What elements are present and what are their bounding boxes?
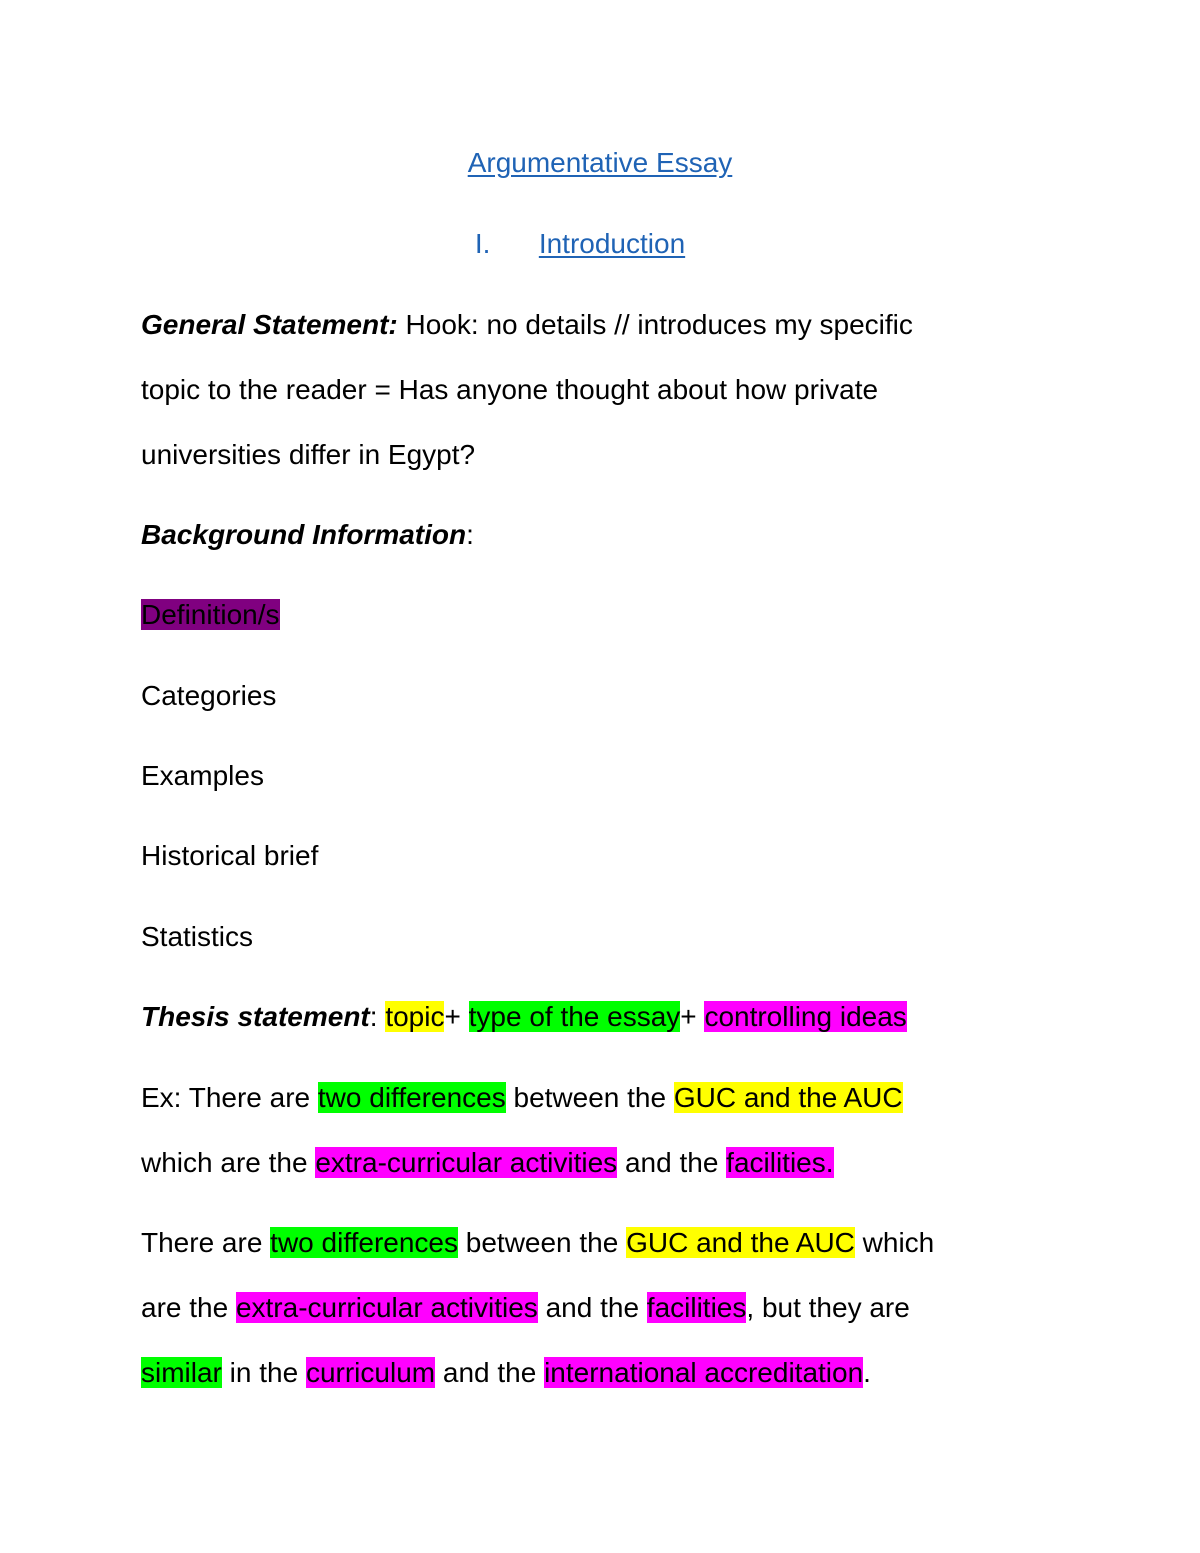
final-line-1	[141, 1225, 934, 1261]
background-item-examples	[141, 758, 264, 794]
categories-text: Categories	[141, 680, 277, 711]
final-line-3	[141, 1355, 871, 1391]
section-number: I.	[474, 228, 491, 259]
general-statement-text-2: topic to the reader = Has anyone thought about how private	[141, 374, 879, 405]
final-similar: similar	[141, 1357, 222, 1388]
final-in-the: in the	[221, 1357, 306, 1388]
thesis-topic-highlight: topic	[385, 1001, 445, 1032]
thesis-plus-1: +	[444, 1001, 469, 1032]
final-two-differences: two differences	[270, 1227, 458, 1258]
statistics-text: Statistics	[141, 921, 254, 952]
historical-text: Historical brief	[141, 840, 319, 871]
example-facilities: facilities.	[726, 1147, 834, 1178]
thesis-controlling-highlight: controlling ideas	[704, 1001, 907, 1032]
general-statement-line-1	[141, 307, 913, 343]
definitions-highlight: Definition/s	[141, 599, 280, 630]
thesis-label: Thesis statement	[141, 1001, 370, 1032]
final-and-the-2: and the	[435, 1357, 545, 1388]
background-item-definitions	[141, 597, 280, 633]
general-statement-line-3	[141, 437, 475, 473]
example-line2-start: which are the	[141, 1147, 316, 1178]
final-line-2	[141, 1290, 910, 1326]
example-between: between the	[505, 1082, 674, 1113]
background-colon: :	[466, 519, 474, 550]
thesis-statement-line	[141, 999, 907, 1035]
final-which: which	[854, 1227, 935, 1258]
section-title-link[interactable]: Introduction	[538, 228, 686, 259]
final-there-are: There are	[141, 1227, 271, 1258]
thesis-colon: :	[369, 1001, 386, 1032]
example-extra-curricular: extra-curricular activities	[315, 1147, 618, 1178]
general-statement-line-2	[141, 372, 878, 408]
final-but: , but they are	[746, 1292, 910, 1323]
document-title	[0, 145, 1200, 181]
example-and-the: and the	[617, 1147, 727, 1178]
example-line-1	[141, 1080, 903, 1116]
thesis-plus-2: +	[680, 1001, 705, 1032]
background-label: Background Information	[141, 519, 467, 550]
background-item-categories	[141, 678, 276, 714]
final-facilities: facilities	[646, 1292, 747, 1323]
example-two-differences: two differences	[317, 1082, 506, 1113]
thesis-type-highlight: type of the essay	[468, 1001, 681, 1032]
final-guc-auc: GUC and the AUC	[626, 1227, 855, 1258]
final-and-the: and the	[537, 1292, 647, 1323]
general-statement-label: General Statement:	[141, 309, 398, 340]
final-are-the: are the	[141, 1292, 236, 1323]
final-curriculum: curriculum	[305, 1357, 436, 1388]
final-period: .	[863, 1357, 871, 1388]
examples-text: Examples	[141, 760, 264, 791]
background-item-statistics	[141, 919, 253, 955]
final-extra-curricular: extra-curricular activities	[235, 1292, 538, 1323]
background-item-historical	[141, 838, 318, 874]
example-prefix: Ex: There are	[141, 1082, 318, 1113]
final-between: between the	[457, 1227, 627, 1258]
section-heading	[0, 226, 1200, 262]
final-accreditation: international accreditation	[544, 1357, 864, 1388]
example-line-2	[141, 1145, 834, 1181]
example-guc-auc: GUC and the AUC	[673, 1082, 903, 1113]
background-heading	[141, 517, 474, 553]
title-link[interactable]: Argumentative Essay	[467, 147, 733, 178]
general-statement-text-3: universities differ in Egypt?	[141, 439, 476, 470]
general-statement-text-1: Hook: no details // introduces my specific	[397, 309, 913, 340]
